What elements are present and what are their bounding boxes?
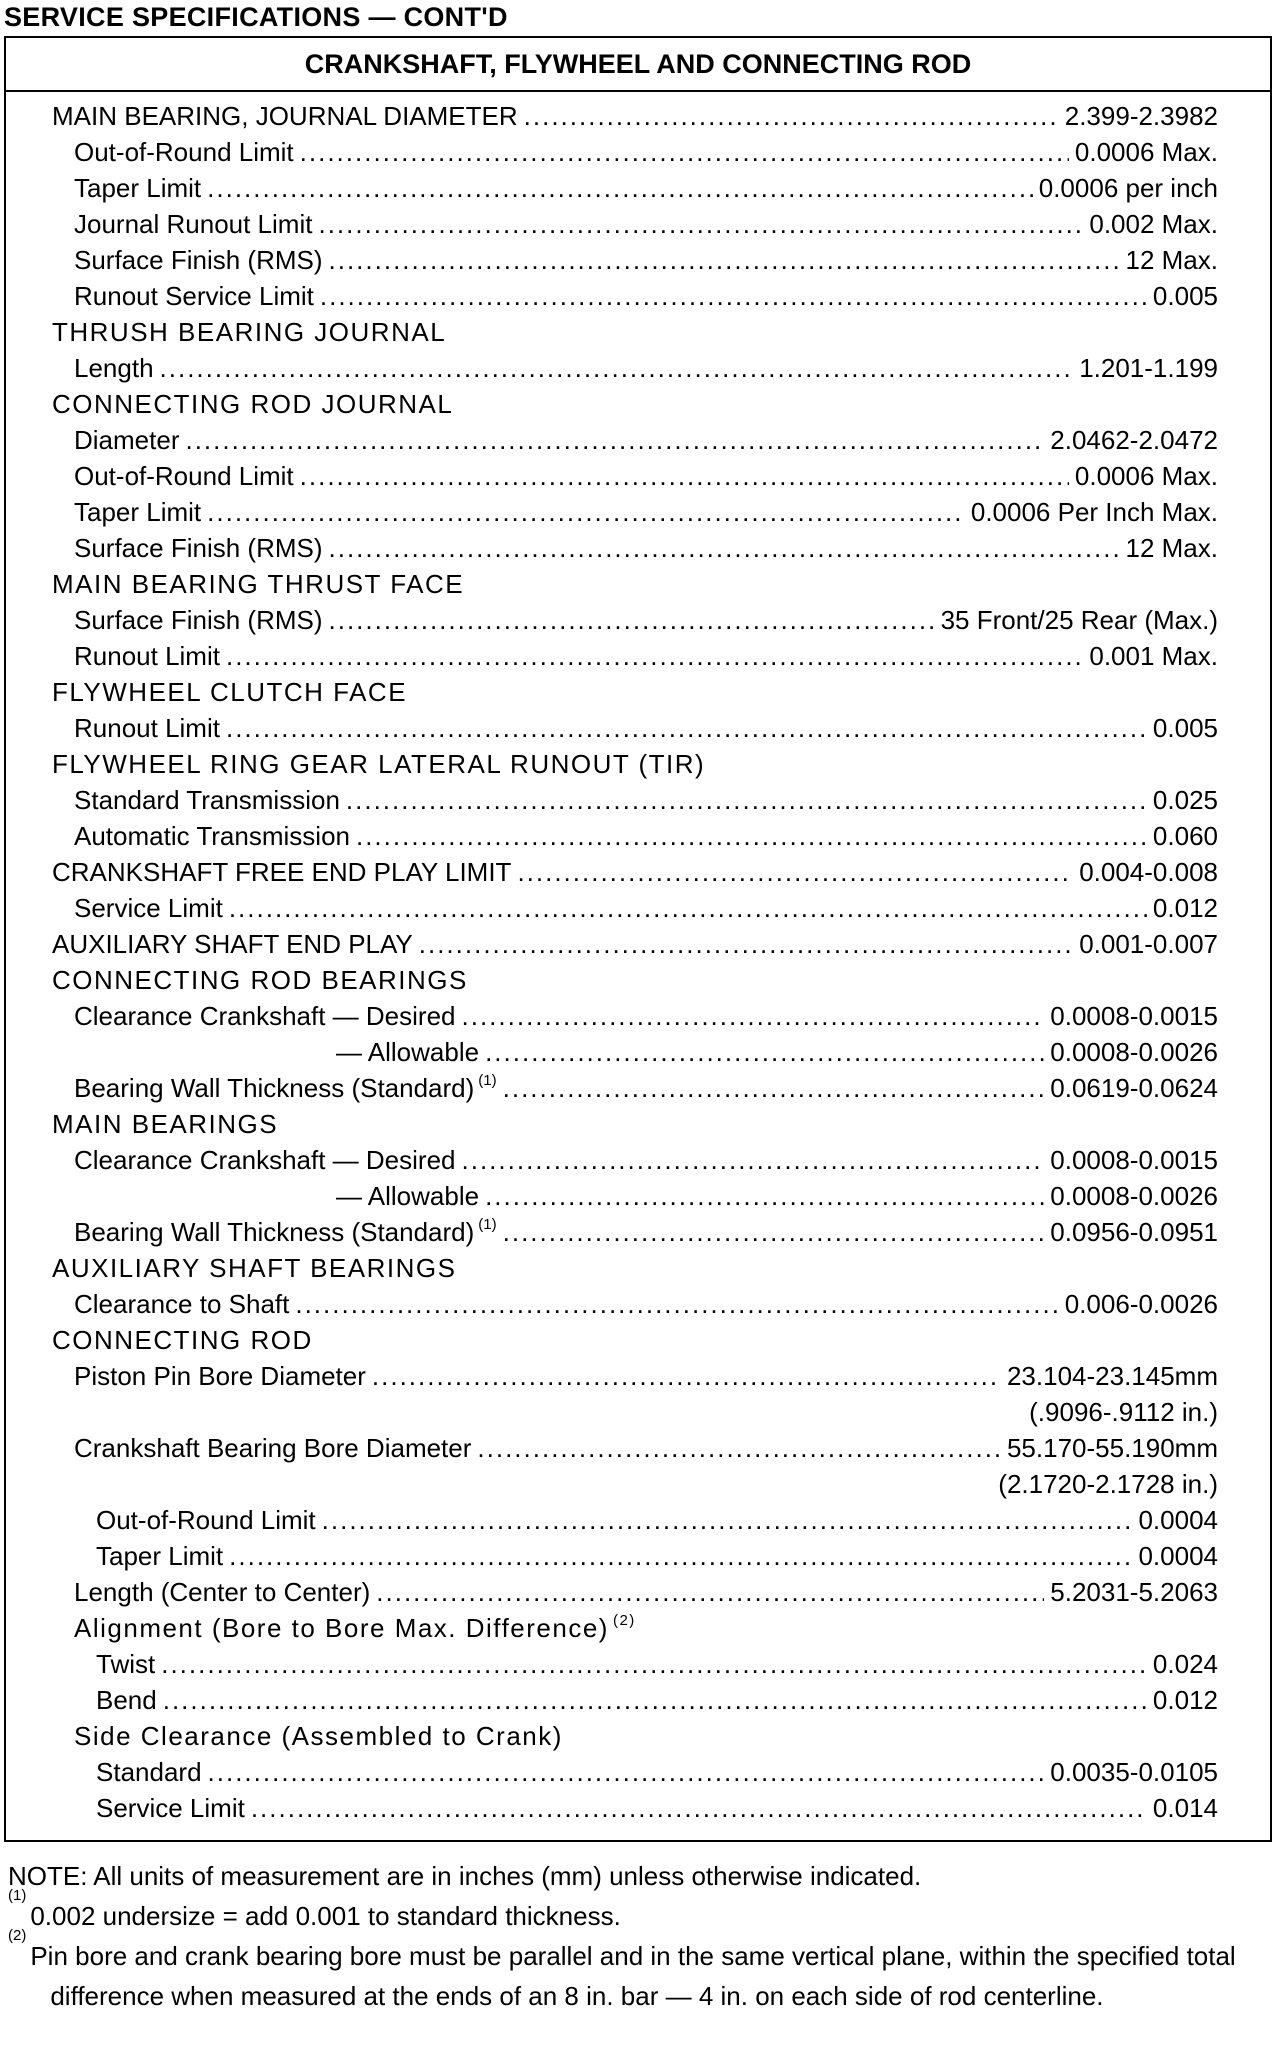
- spec-value: 0.002 Max.: [1089, 209, 1218, 239]
- spec-label: Bearing Wall Thickness (Standard) $^{(1)}$: [74, 1216, 497, 1247]
- section-heading: FLYWHEEL CLUTCH FACE: [52, 677, 408, 707]
- spec-label: Clearance to Shaft: [74, 1289, 290, 1319]
- spec-row: [6, 926, 1270, 962]
- spec-label: Diameter: [74, 425, 180, 455]
- spec-label: Surface Finish (RMS): [74, 605, 323, 635]
- spec-label: Runout Limit: [74, 713, 220, 743]
- footnote-mark: (1): [8, 1887, 27, 1904]
- spec-value: 5.2031-5.2063: [1050, 1577, 1218, 1607]
- section-heading: CONNECTING ROD: [52, 1325, 313, 1355]
- spec-value: 0.0006 Per Inch Max.: [970, 497, 1218, 527]
- spec-row: [6, 638, 1270, 674]
- spec-row: [6, 998, 1270, 1034]
- spec-label: Service Limit: [96, 1793, 245, 1823]
- footnote-text: 0.002 undersize = add 0.001 to standard thickness.: [30, 1901, 621, 1931]
- spec-value: 0.0006 Max.: [1074, 137, 1218, 167]
- spec-label: Crankshaft Bearing Bore Diameter: [74, 1433, 472, 1463]
- spec-label: Clearance Crankshaft — Desired: [74, 1001, 456, 1031]
- section-heading: Side Clearance (Assembled to Crank): [74, 1721, 563, 1751]
- spec-row: [6, 854, 1270, 890]
- spec-label: Taper Limit: [74, 497, 202, 527]
- footnote-2: [8, 1927, 1272, 2016]
- spec-label: Surface Finish (RMS): [74, 245, 323, 275]
- spec-row: [6, 98, 1270, 134]
- footnote-ref: (2): [612, 1612, 636, 1629]
- spec-value: 55.170-55.190mm: [1006, 1433, 1218, 1463]
- spec-row: [6, 1646, 1270, 1682]
- spec-value: 0.0006 Max.: [1074, 461, 1218, 491]
- spec-label: Bearing Wall Thickness (Standard) $^{(1)}$: [74, 1072, 497, 1103]
- footnote-mark: (2): [8, 1927, 27, 1944]
- spec-row: [6, 1790, 1270, 1826]
- spec-row: [6, 170, 1270, 206]
- footnote-1: [8, 1887, 1272, 1936]
- spec-value: 0.0035-0.0105: [1050, 1757, 1218, 1787]
- spec-row: [6, 494, 1270, 530]
- spec-label: — Allowable: [336, 1037, 480, 1067]
- spec-label: Surface Finish (RMS): [74, 533, 323, 563]
- spec-value: 1.201-1.199: [1079, 353, 1218, 383]
- section-heading: CONNECTING ROD BEARINGS: [52, 965, 468, 995]
- spec-label: Automatic Transmission: [74, 821, 350, 851]
- spec-value: 0.0006 per inch: [1038, 173, 1218, 203]
- spec-row: [6, 1502, 1270, 1538]
- spec-value: 0.0008-0.0015: [1050, 1145, 1218, 1175]
- spec-value: 0.004-0.008: [1079, 857, 1218, 887]
- spec-label: Standard: [96, 1757, 202, 1787]
- section-heading: MAIN BEARINGS: [52, 1109, 279, 1139]
- spec-row: [6, 1682, 1270, 1718]
- spec-label: Bend: [96, 1685, 157, 1715]
- spec-label: Taper Limit: [96, 1541, 224, 1571]
- spec-row: [6, 1754, 1270, 1790]
- spec-row: [6, 1358, 1270, 1394]
- spec-value-continued: (.9096-.9112 in.): [1029, 1397, 1218, 1427]
- spec-value: 0.005: [1152, 281, 1218, 311]
- spec-label: Out-of-Round Limit: [74, 137, 294, 167]
- spec-row: [6, 422, 1270, 458]
- footnote-ref: (1): [478, 1216, 497, 1233]
- spec-rows: [6, 92, 1270, 1826]
- spec-row: [6, 1214, 1270, 1250]
- spec-label: Out-of-Round Limit: [96, 1505, 316, 1535]
- spec-row: [6, 1070, 1270, 1106]
- spec-row: [6, 206, 1270, 242]
- footnote-ref: (1): [478, 1072, 497, 1089]
- spec-value: 0.001-0.007: [1079, 929, 1218, 959]
- spec-row: [6, 242, 1270, 278]
- spec-value: 35 Front/25 Rear (Max.): [940, 605, 1218, 635]
- spec-row: [6, 1538, 1270, 1574]
- page-title: SERVICE SPECIFICATIONS — CONT'D: [4, 2, 508, 32]
- spec-value: 0.001 Max.: [1089, 641, 1218, 671]
- section-heading: MAIN BEARING THRUST FACE: [52, 569, 465, 599]
- spec-value: 2.399-2.3982: [1064, 101, 1218, 131]
- spec-table: [4, 36, 1272, 1842]
- spec-label: Taper Limit: [74, 173, 202, 203]
- spec-label: Standard Transmission: [74, 785, 340, 815]
- section-heading: THRUSH BEARING JOURNAL: [52, 317, 447, 347]
- spec-value: 0.006-0.0026: [1064, 1289, 1218, 1319]
- spec-label: Runout Service Limit: [74, 281, 314, 311]
- spec-row: [6, 1178, 1270, 1214]
- spec-value: 0.014: [1152, 1793, 1218, 1823]
- spec-row: [6, 1142, 1270, 1178]
- spec-row: [6, 602, 1270, 638]
- spec-label: Length (Center to Center): [74, 1577, 371, 1607]
- spec-value: 0.0619-0.0624: [1050, 1073, 1218, 1103]
- spec-row: [6, 350, 1270, 386]
- notes-section: [8, 1856, 1272, 2016]
- spec-value: 0.0008-0.0015: [1050, 1001, 1218, 1031]
- spec-value: 12 Max.: [1125, 533, 1218, 563]
- spec-value: 0.0008-0.0026: [1050, 1181, 1218, 1211]
- spec-value: 0.0004: [1138, 1505, 1218, 1535]
- spec-row: [6, 278, 1270, 314]
- spec-label: Out-of-Round Limit: [74, 461, 294, 491]
- spec-row: [6, 1574, 1270, 1610]
- spec-row: [6, 530, 1270, 566]
- spec-label: Twist: [96, 1649, 156, 1679]
- spec-value: 0.0008-0.0026: [1050, 1037, 1218, 1067]
- spec-row: [6, 1034, 1270, 1070]
- spec-row: [6, 1286, 1270, 1322]
- spec-label: Journal Runout Limit: [74, 209, 313, 239]
- spec-value: 2.0462-2.0472: [1050, 425, 1218, 455]
- spec-value: 23.104-23.145mm: [1006, 1361, 1218, 1391]
- spec-row: [6, 458, 1270, 494]
- spec-label: — Allowable: [336, 1181, 480, 1211]
- section-heading: Alignment (Bore to Bore Max. Difference) $^{(2)}$: [74, 1612, 636, 1643]
- section-heading: CONNECTING ROD JOURNAL: [52, 389, 454, 419]
- spec-value: 0.0004: [1138, 1541, 1218, 1571]
- spec-value: 0.0956-0.0951: [1050, 1217, 1218, 1247]
- spec-label: CRANKSHAFT FREE END PLAY LIMIT: [52, 857, 512, 887]
- spec-row: [6, 782, 1270, 818]
- section-heading: FLYWHEEL RING GEAR LATERAL RUNOUT (TIR): [52, 749, 706, 779]
- spec-value: 0.005: [1152, 713, 1218, 743]
- general-note: NOTE: All units of measurement are in inches (mm) unless otherwise indicated.: [8, 1861, 922, 1891]
- spec-row: [6, 818, 1270, 854]
- spec-label: Runout Limit: [74, 641, 220, 671]
- spec-label: MAIN BEARING, JOURNAL DIAMETER: [52, 101, 518, 131]
- spec-label: Clearance Crankshaft — Desired: [74, 1145, 456, 1175]
- table-title: CRANKSHAFT, FLYWHEEL AND CONNECTING ROD: [6, 38, 1270, 92]
- section-heading: AUXILIARY SHAFT BEARINGS: [52, 1253, 457, 1283]
- spec-row: [6, 890, 1270, 926]
- spec-row: [6, 134, 1270, 170]
- spec-label: Piston Pin Bore Diameter: [74, 1361, 366, 1391]
- spec-label: Service Limit: [74, 893, 223, 923]
- spec-value: 0.024: [1152, 1649, 1218, 1679]
- spec-label: Length: [74, 353, 154, 383]
- spec-value: 0.025: [1152, 785, 1218, 815]
- spec-value: 0.012: [1152, 1685, 1218, 1715]
- spec-row: [6, 1430, 1270, 1466]
- spec-value-continued: (2.1720-2.1728 in.): [998, 1469, 1218, 1499]
- spec-value: 12 Max.: [1125, 245, 1218, 275]
- spec-value: 0.012: [1152, 893, 1218, 923]
- spec-value: 0.060: [1152, 821, 1218, 851]
- spec-label: AUXILIARY SHAFT END PLAY: [52, 929, 413, 959]
- spec-row: [6, 710, 1270, 746]
- footnote-text: Pin bore and crank bearing bore must be parallel and in the same vertical plane, within the specified total difference when measured at the ends of an 8 in. bar — 4 in. on each side of rod centerline.: [30, 1941, 1236, 2011]
